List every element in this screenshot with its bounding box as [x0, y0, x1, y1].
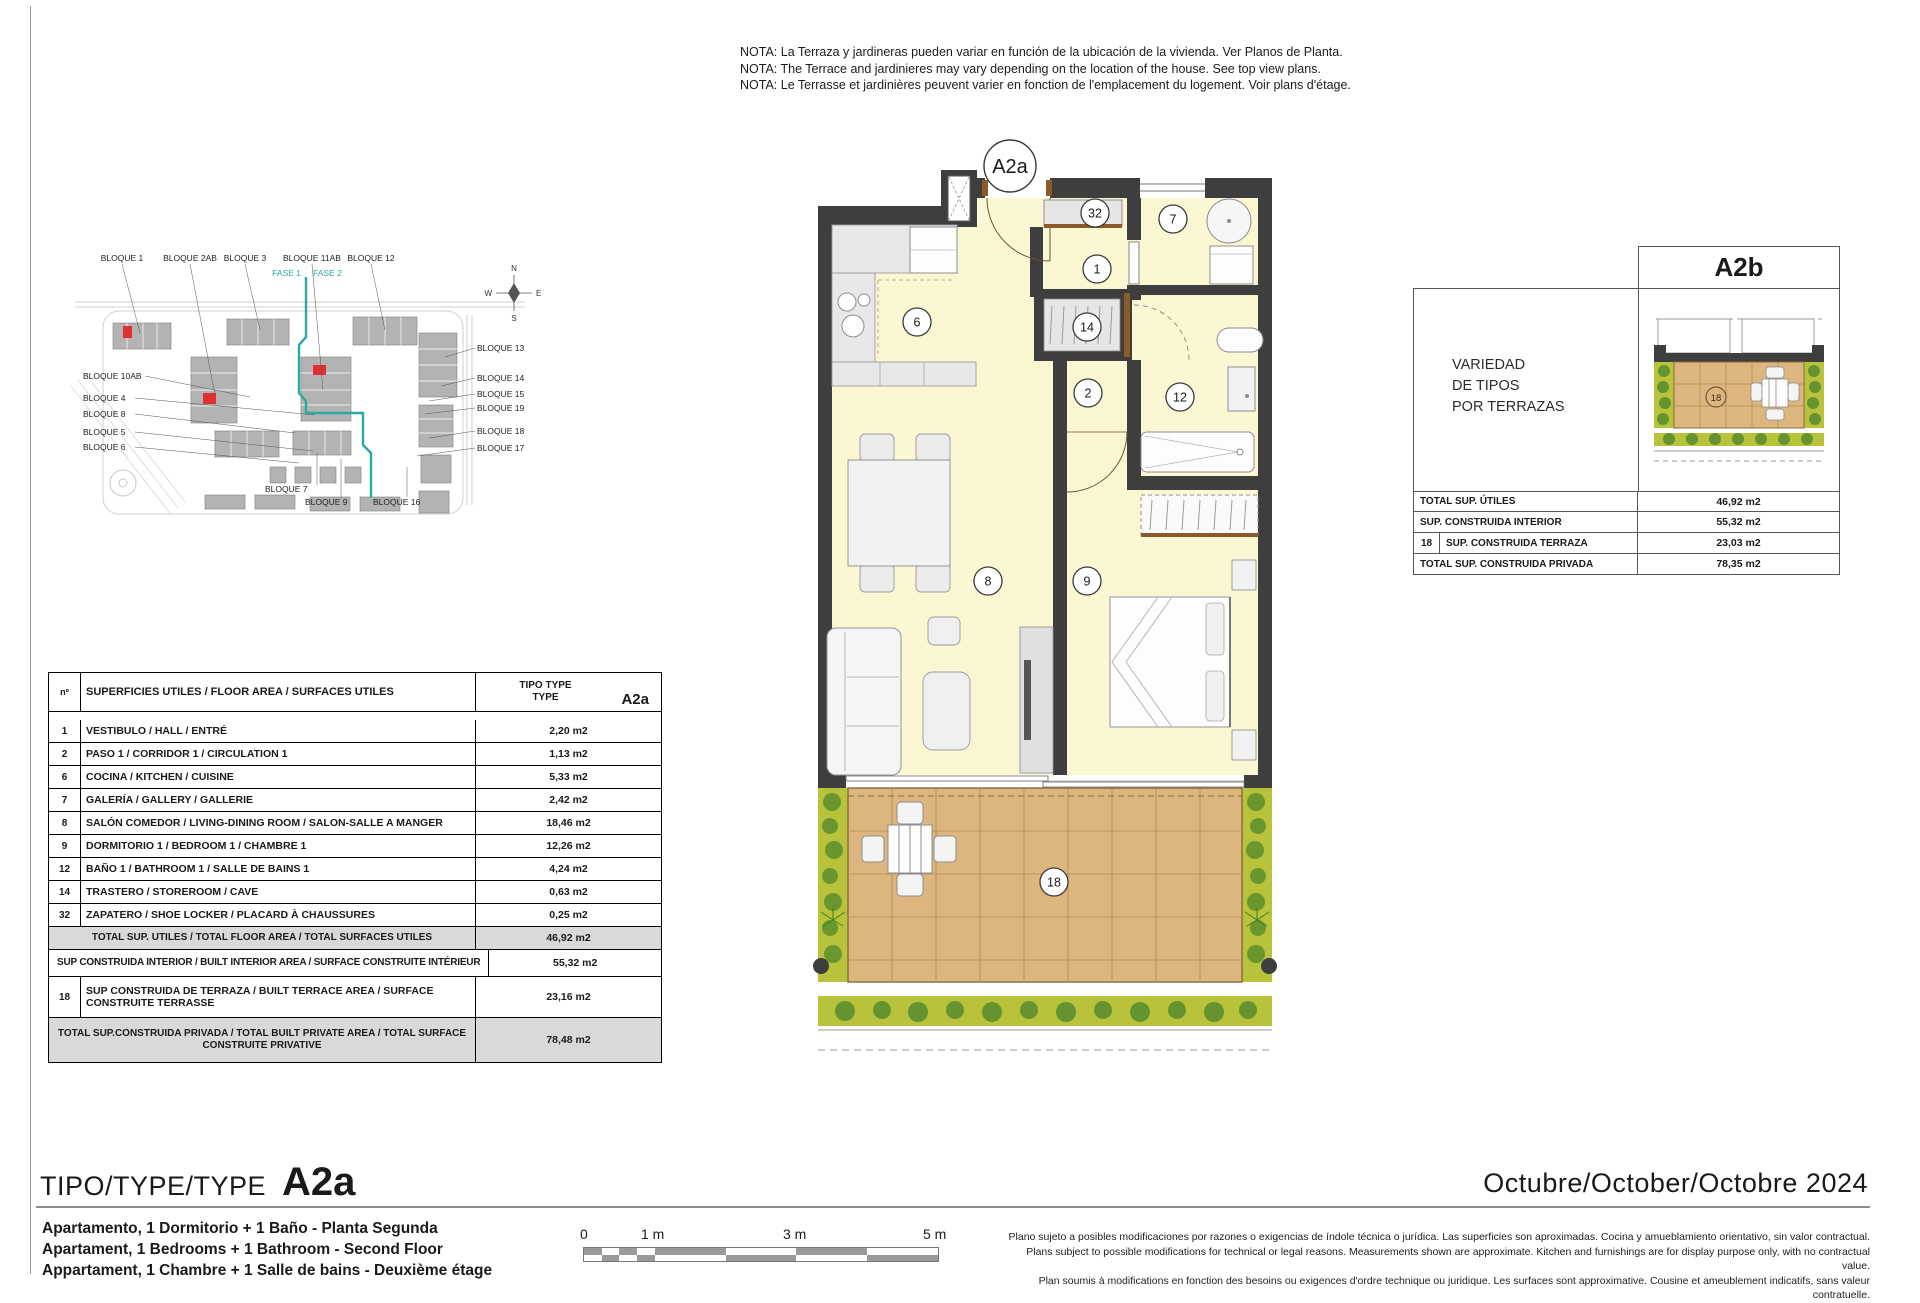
row-desc: BAÑO 1 / BATHROOM 1 / SALLE DE BAINS 1	[86, 863, 310, 875]
row-value: 78,48 m2	[475, 1018, 661, 1062]
row-desc: COCINA / KITCHEN / CUISINE	[86, 771, 234, 783]
scale-segment	[867, 1255, 938, 1262]
a2b-terrace-number	[1706, 387, 1726, 407]
svg-text:BLOQUE 15: BLOQUE 15	[477, 389, 525, 399]
row-value: 2,42 m2	[475, 789, 661, 811]
row-value: 1,13 m2	[475, 743, 661, 765]
scale-bar	[583, 1247, 939, 1262]
scale-segment	[796, 1255, 867, 1262]
row-desc: VESTIBULO / HALL / ENTRÉ	[86, 725, 227, 737]
galeria-window	[1140, 178, 1205, 198]
shaft-duct	[948, 176, 970, 221]
unit-description-line: Appartament, 1 Chambre + 1 Salle de bains - Deuxième étage	[42, 1262, 493, 1279]
areas-table-header	[49, 673, 661, 711]
row-desc: PASO 1 / CORRIDOR 1 / CIRCULATION 1	[86, 748, 288, 760]
row-desc: TRASTERO / STOREROOM / CAVE	[86, 886, 259, 898]
compass-n: N	[511, 264, 517, 273]
scale-label: 5 m	[923, 1226, 947, 1242]
row-value: 46,92 m2	[475, 927, 661, 949]
balcony-sliding-doors	[818, 775, 1272, 788]
svg-text:6: 6	[913, 315, 921, 330]
svg-text:BLOQUE 13: BLOQUE 13	[477, 343, 525, 353]
areas-table-total-row	[49, 976, 661, 1017]
scale-segment	[602, 1255, 620, 1262]
areas-table-row	[49, 857, 661, 880]
svg-text:A2a: A2a	[992, 156, 1028, 178]
svg-text:BLOQUE 11AB: BLOQUE 11AB	[283, 253, 341, 263]
a2b-variety-line: DE TIPOS	[1452, 378, 1520, 394]
site-label	[373, 467, 421, 507]
row-num: 32	[49, 904, 81, 926]
room-number-32	[1081, 199, 1109, 227]
a2b-table-row	[1413, 512, 1840, 533]
areas-table-row	[49, 880, 661, 903]
site-plan	[55, 245, 575, 525]
a2b-table-row	[1413, 491, 1840, 512]
header-type-value: A2a	[621, 691, 649, 708]
scale-segment	[655, 1255, 726, 1262]
compass-s: S	[511, 314, 517, 323]
scale-label: 1 m	[641, 1226, 665, 1242]
scale-segment	[584, 1255, 602, 1262]
compass-w: W	[484, 289, 492, 298]
compass-icon	[496, 275, 532, 311]
svg-text:BLOQUE 18: BLOQUE 18	[477, 426, 525, 436]
svg-text:9: 9	[1083, 574, 1091, 589]
scale-segment	[726, 1255, 797, 1262]
room-number-1	[1083, 255, 1111, 283]
svg-text:BLOQUE 10AB: BLOQUE 10AB	[83, 371, 142, 381]
row-num: 9	[49, 835, 81, 857]
svg-text:BLOQUE 2AB: BLOQUE 2AB	[163, 253, 217, 263]
row-num: 1	[49, 720, 81, 742]
note-line: NOTA: Le Terrasse et jardinières peuvent varier en fonction de l'emplacement du logement. Voir plans d'étage.	[740, 78, 1351, 92]
floor-plan-a2a	[800, 130, 1290, 1075]
a2b-row-value: 55,32 m2	[1637, 512, 1839, 532]
svg-text:1: 1	[1093, 262, 1101, 277]
svg-text:8: 8	[984, 574, 992, 589]
unit-label-a2a	[984, 140, 1036, 192]
areas-table-row	[49, 834, 661, 857]
a2b-table-row	[1413, 554, 1840, 575]
footer-type-title	[40, 1160, 355, 1205]
room-number-2	[1074, 379, 1102, 407]
svg-text:BLOQUE 1: BLOQUE 1	[100, 253, 144, 263]
row-num: 14	[49, 881, 81, 903]
unit-description-line: Apartamento, 1 Dormitorio + 1 Baño - Planta Segunda	[42, 1220, 438, 1237]
svg-text:BLOQUE 5: BLOQUE 5	[83, 427, 126, 437]
row-value: 0,25 m2	[475, 904, 661, 926]
row-value: 23,16 m2	[475, 977, 661, 1017]
svg-text:BLOQUE 3: BLOQUE 3	[223, 253, 267, 263]
compass-e: E	[536, 289, 542, 298]
svg-text:12: 12	[1173, 390, 1187, 405]
room-number-12	[1166, 383, 1194, 411]
row-num: 6	[49, 766, 81, 788]
note-line: NOTA: La Terraza y jardineras pueden variar en función de la ubicación de la vivienda. Ver Planos de Planta.	[740, 45, 1343, 59]
a2b-variety-line: VARIEDAD	[1452, 357, 1526, 373]
row-desc: DORMITORIO 1 / BEDROOM 1 / CHAMBRE 1	[86, 840, 307, 852]
svg-text:BLOQUE 9: BLOQUE 9	[305, 497, 348, 507]
scale-label: 3 m	[783, 1226, 807, 1242]
room-number-8	[974, 567, 1002, 595]
room-number-14	[1073, 313, 1101, 341]
svg-text:18: 18	[1047, 875, 1061, 890]
a2b-variety-line: POR TERRAZAS	[1452, 399, 1565, 415]
footer-type-value: A2a	[282, 1160, 356, 1204]
room-number-9	[1073, 567, 1101, 595]
a2b-row-label: TOTAL SUP. ÚTILES	[1420, 496, 1516, 507]
svg-text:BLOQUE 8: BLOQUE 8	[83, 409, 126, 419]
row-num: 12	[49, 858, 81, 880]
room-number-7	[1159, 205, 1187, 233]
a2b-row-value: 23,03 m2	[1637, 533, 1839, 553]
total-label: SUP CONSTRUIDA INTERIOR / BUILT INTERIOR AREA / SURFACE CONSTRUITE INTÉRIEUR	[57, 957, 481, 968]
disclaimer-line: Plano sujeto a posibles modificaciones por razones o exigencias de índole técnica o jurídica. Las superficies son aproximadas. Cocina y amueblamiento orientativo, sin valor contractual.	[1008, 1231, 1870, 1243]
svg-text:18: 18	[1710, 393, 1722, 404]
site-label	[224, 253, 267, 330]
svg-text:7: 7	[1169, 212, 1177, 227]
row-desc: SALÓN COMEDOR / LIVING-DINING ROOM / SALON-SALLE A MANGER	[86, 817, 443, 829]
a2b-area-table	[1413, 491, 1840, 575]
areas-table-row	[49, 811, 661, 834]
a2b-row-label: SUP. CONSTRUIDA INTERIOR	[1420, 516, 1562, 528]
row-num: 18	[49, 977, 81, 1017]
room-number-6	[903, 308, 931, 336]
terrace-notes	[740, 44, 1351, 94]
fase-2-label: FASE 2	[313, 268, 342, 278]
disclaimer-line: Plans subject to possible modifications for technical or legal reasons. Measurements shown are approximate. Kitchen and furnishings are for display purpose only, with no contractual value.	[1026, 1245, 1870, 1272]
areas-table-row	[49, 765, 661, 788]
areas-table-total-row	[49, 949, 661, 976]
footer-date: Octubre/October/Octobre 2024	[1483, 1168, 1868, 1198]
areas-table-row	[49, 742, 661, 765]
a2b-row-label: TOTAL SUP. CONSTRUIDA PRIVADA	[1420, 558, 1594, 570]
a2b-terrace-plan	[1638, 289, 1840, 493]
unit-descriptions	[42, 1218, 492, 1281]
svg-text:BLOQUE 17: BLOQUE 17	[477, 443, 525, 453]
row-value: 5,33 m2	[475, 766, 661, 788]
areas-table	[48, 672, 662, 1063]
scale-segment	[637, 1255, 655, 1262]
row-num: 2	[49, 743, 81, 765]
galeria-glass-door	[1129, 242, 1139, 284]
note-line: NOTA: The Terrace and jardinieres may vary depending on the location of the house. See top view plans.	[740, 61, 1321, 76]
a2b-title	[1638, 246, 1840, 289]
row-desc: ZAPATERO / SHOE LOCKER / PLACARD À CHAUSSURES	[86, 909, 375, 921]
row-num: 7	[49, 789, 81, 811]
fase-1-label: FASE 1	[272, 268, 301, 278]
svg-text:BLOQUE 19: BLOQUE 19	[477, 403, 525, 413]
svg-text:BLOQUE 6: BLOQUE 6	[83, 442, 126, 452]
a2b-body	[1413, 288, 1840, 492]
legal-disclaimer	[1005, 1230, 1870, 1303]
row-value: 12,26 m2	[475, 835, 661, 857]
row-value: 18,46 m2	[475, 812, 661, 834]
svg-text:BLOQUE 12: BLOQUE 12	[347, 253, 395, 263]
total-label: TOTAL SUP. UTILES / TOTAL FLOOR AREA / TOTAL SURFACES UTILES	[91, 932, 433, 943]
row-desc: SUP CONSTRUIDA DE TERRAZA / BUILT TERRACE AREA / SURFACE CONSTRUITE TERRASSE	[86, 985, 434, 1009]
header-type	[475, 673, 661, 711]
header-type-line1: TIPO TYPE	[519, 680, 572, 691]
a2b-row-num: 18	[1414, 533, 1440, 553]
a2b-table-row	[1413, 533, 1840, 554]
unit-description-line: Apartament, 1 Bedrooms + 1 Bathroom - Second Floor	[42, 1241, 443, 1258]
row-desc: GALERÍA / GALLERY / GALLERIE	[86, 794, 254, 806]
header-num: nº	[49, 673, 81, 711]
areas-table-row	[49, 903, 661, 926]
svg-text:BLOQUE 14: BLOQUE 14	[477, 373, 525, 383]
header-type-line2: TYPE	[532, 692, 559, 703]
row-value: 2,20 m2	[475, 720, 661, 742]
svg-text:BLOQUE 7: BLOQUE 7	[265, 484, 308, 494]
disclaimer-line: Plan soumis à modifications en fonction des besoins ou exigences d'ordre technique ou juridique. Les surfaces sont approximative. Cousine et ameublement indicatifs, sans valeur contratuelle.	[1038, 1274, 1870, 1301]
svg-text:BLOQUE 4: BLOQUE 4	[83, 393, 126, 403]
terrace	[813, 788, 1277, 1050]
areas-table-total-row	[49, 1017, 661, 1062]
areas-table-row	[49, 720, 661, 742]
scale-bar-labels	[580, 1226, 963, 1242]
footer-rule	[36, 1206, 1870, 1208]
row-value: 4,24 m2	[475, 858, 661, 880]
scale-label: 0	[580, 1226, 588, 1242]
header-desc: SUPERFICIES UTILES / FLOOR AREA / SURFACES UTILES	[86, 686, 394, 698]
row-value: 0,63 m2	[475, 881, 661, 903]
svg-text:14: 14	[1080, 320, 1094, 335]
page-left-border	[30, 6, 31, 1274]
header-gap-row	[49, 711, 661, 720]
a2b-row-value: 78,35 m2	[1637, 554, 1839, 574]
areas-table-row	[49, 788, 661, 811]
areas-table-total-row	[49, 926, 661, 949]
svg-text:32: 32	[1088, 206, 1102, 221]
svg-text:2: 2	[1084, 386, 1092, 401]
total-label: TOTAL SUP.CONSTRUIDA PRIVADA / TOTAL BUILT PRIVATE AREA / TOTAL SURFACE CONSTRUITE PRIVATIVE	[57, 1028, 467, 1051]
room-number-18	[1040, 868, 1068, 896]
a2b-row-value: 46,92 m2	[1637, 492, 1839, 511]
a2b-row-label: SUP. CONSTRUIDA TERRAZA	[1446, 537, 1588, 549]
scale-segment	[619, 1255, 637, 1262]
a2b-title-text: A2b	[1714, 252, 1764, 282]
site-label	[101, 253, 144, 333]
svg-text:BLOQUE 16: BLOQUE 16	[373, 497, 421, 507]
footer-type-label: TIPO/TYPE/TYPE	[40, 1171, 267, 1201]
row-num: 8	[49, 812, 81, 834]
a2b-variety-text	[1452, 355, 1565, 418]
row-value: 55,32 m2	[488, 950, 661, 976]
